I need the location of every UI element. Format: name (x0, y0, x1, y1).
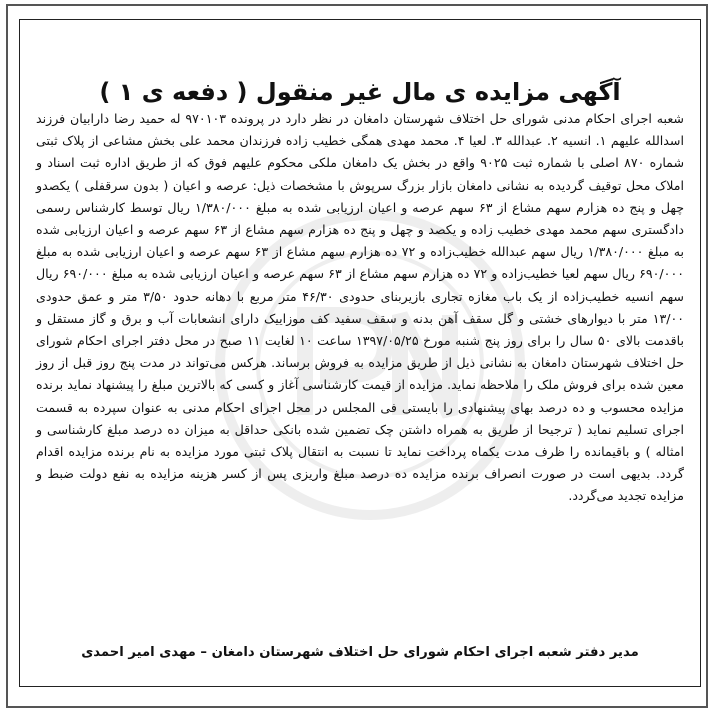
notice-inner-frame (19, 19, 701, 687)
notice-signature: مدیر دفتر شعبه اجرای احکام شورای حل اختلاف شهرستان دامغان – مهدی امیر احمدی (81, 645, 639, 660)
notice-body: شعبه اجرای احکام مدنی شورای حل اختلاف شهرستان دامغان در نظر دارد در پرونده ۹۷۰۱۰۳ له حمید رضا دارابیان فرزند اسدالله علیهم ۱. انسیه ۲. عبدالله ۳. لعیا ۴. محمد مهدی همگی خطیب زاده فرزندان محمد علی بخش مشاعی از پلاک ثبتی شماره ۸۷۰ اصلی با شماره ثبت ۹۰۲۵ واقع در بخش یک دامغان ملکی محکوم علیهم فوق که از طریق اداره ثبت اسناد و املاک محل توقیف گردیده به نشانی دامغان بازار بزرگ سرپوش با مشخصات ذیل: عرصه و اعیان ( بدون سرقفلی ) یکصدو چهل و پنج ده هزارم سهم مشاع از ۶۳ سهم عرصه و اعیان ارزیابی شده به مبلغ ۱/۳۸۰/۰۰۰ ریال توسط کارشناس رسمی دادگستری سهم محمد مهدی خطیب زاده و یکصد و چهل و پنج ده هزارم سهم مشاع از ۶۳ سهم عرصه و اعیان ارزیابی شده به مبلغ ۱/۳۸۰/۰۰۰ ریال سهم عبدالله خطیب‌زاده و ۷۲ ده هزارم سهم مشاع از ۶۳ سهم عرصه و اعیان ارزیابی شده به مبلغ ۶۹۰/۰۰۰ ریال سهم لعیا خطیب‌زاده و ۷۲ ده هزارم سهم مشاع از ۶۳ سهم عرصه و اعیان ارزیابی شده به مبلغ ۶۹۰/۰۰۰ ریال سهم انسیه خطیب‌زاده از یک باب مغازه تجاری بازیربنای حدودی ۴۶/۳۰ متر مربع با دهانه حدود ۳/۵۰ متر و عمق حدودی ۱۳/۰۰ متر با دیوارهای خشتی و گل سقف آهن بدنه و سقف سفید کف موزاییک دارای انشعابات آب و برق و گاز مستقل و باقدمت بالای ۵۰ سال را برای روز پنج شنبه مورخ ۱۳۹۷/۰۵/۲۵ ساعت ۱۰ لغایت ۱۱ صبح در محل دفتر اجرای احکام شورای حل اختلاف شهرستان دامغان به نشانی ذیل از طریق مزایده به فروش برساند. هرکس می‌تواند در مدت پنج روز قبل از روز معین شده برای فروش ملک را ملاحظه نماید. مزایده از قیمت کارشناسی آغاز و کسی که بالاترین مبلغ را پیشنهاد نماید برنده مزایده محسوب و ده درصد بهای پیشنهادی را بایستی فی المجلس در محل اجرای احکام مدنی به عنوان سپرده به قسمت اجرای تسلیم نماید ( ترجیحا از طریق به همراه داشتن چک تضمین شده بانکی حداقل به میزان ده درصد مبلغ کارشناسی و امثاله ) و باقیمانده را ظرف مدت یکماه پرداخت نماید تا نسبت به انتقال پلاک ثبتی مورد مزایده به نام برنده مزایده اقدام گردد. بدیهی است در صورت انصراف برنده مزایده ده درصد مبلغ واریزی پس از کسر هزینه مزایده به نفع دولت ضبط و مزایده تجدید می‌گردد. (36, 111, 685, 504)
notice-outer-frame (6, 4, 708, 708)
notice-title: آگهی مزایده ی مال غیر منقول ( دفعه ی ۱ ) (99, 78, 621, 106)
